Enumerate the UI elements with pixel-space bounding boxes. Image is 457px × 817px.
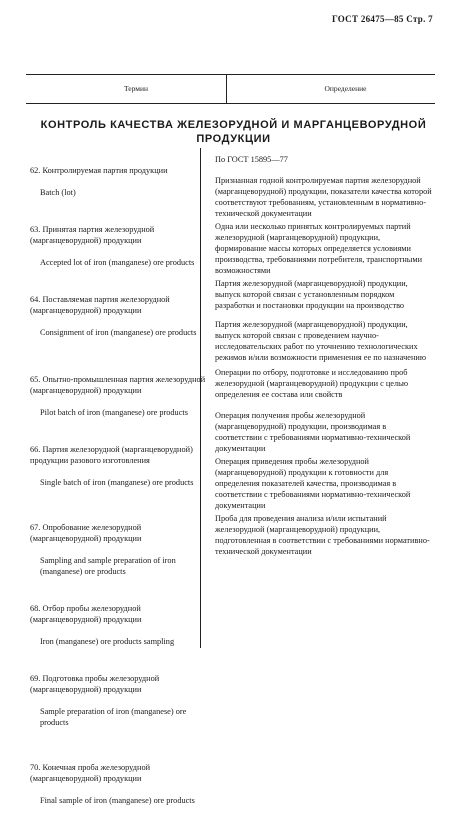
- term-en: Accepted lot of iron (manganese) ore products: [40, 258, 195, 267]
- definition: Партия железорудной (марганцеворудной) продукции, выпуск которой связан с проведением научно-исследовательских работ по уточнению технологических режимов и/или возможности применения ее по назначению: [215, 320, 427, 362]
- page-header: ГОСТ 26475—85 Стр. 7: [331, 14, 433, 24]
- term-en: Sampling and sample preparation of iron (manganese) ore products: [40, 556, 176, 576]
- definition: По ГОСТ 15895—77: [215, 155, 288, 164]
- table-header: [26, 74, 435, 104]
- definitions-column: [215, 154, 432, 557]
- definition: Операция приведения пробы железорудной (марганцеворудной) продукции к готовности для определения показателей качества, производимая в соответствии с требованиями нормативно-технической документации: [215, 457, 411, 510]
- term-ru: 62. Контролируемая партия продукции: [30, 166, 168, 175]
- definition: Партия железорудной (марганцеворудной) продукции, выпуск которой связан с установленным порядком разработки и постановки продукции на производство: [215, 279, 408, 310]
- definition: Проба для проведения анализа и/или испытаний железорудной (марганцеворудной) продукции, подготовленная в соответствии с требованиями нормативно-технической документации: [215, 514, 430, 556]
- term-entry: [30, 283, 210, 349]
- term-entry: [30, 662, 210, 739]
- term-en: Consignment of iron (manganese) ore products: [40, 328, 197, 337]
- term-en: Final sample of iron (manganese) ore products: [40, 796, 195, 805]
- header-divider: [226, 75, 227, 103]
- term-entry: [30, 511, 210, 588]
- section-title: КОНТРОЛЬ КАЧЕСТВА ЖЕЛЕЗОРУДНОЙ И МАРГАНЦЕВОРУДНОЙ ПРОДУКЦИИ: [40, 119, 427, 145]
- definition: Операция получения пробы железорудной (марганцеворудной) продукции, производимая в соответствии с требованиями нормативно-технической документации: [215, 411, 411, 453]
- term-ru: 65. Опытно-промышленная партия железорудной (марганцеворудной) продукции: [30, 375, 206, 395]
- term-en: Iron (manganese) ore products sampling: [40, 637, 175, 646]
- term-column-header: Термин: [123, 84, 149, 93]
- definition: Признанная годной контролируемая партия железорудной (марганцеворудной) продукции, показатели качества которой соответствуют требованиям, установленным в нормативно-технической документации: [215, 176, 432, 218]
- term-ru: 63. Принятая партия железорудной (марганцеворудной) продукции: [30, 225, 155, 245]
- term-ru: 69. Подготовка пробы железорудной (марганцеворудной) продукции: [30, 674, 160, 694]
- term-entry: [30, 154, 210, 209]
- term-en: Pilot batch of iron (manganese) ore products: [40, 408, 188, 417]
- term-en: Single batch of iron (manganese) ore products: [40, 478, 194, 487]
- term-en: Sample preparation of iron (manganese) ore products: [40, 707, 187, 727]
- term-entry: [30, 592, 210, 658]
- definition-column-header: Определение: [324, 84, 367, 93]
- term-ru: 64. Поставляемая партия железорудной (марганцеворудной) продукции: [30, 295, 170, 315]
- definition: Операции по отбору, подготовке и исследованию проб железорудной (марганцеворудной) продукции с целью определения ее состава или свойств: [215, 368, 409, 399]
- term-entry: [30, 433, 210, 499]
- term-ru: 68. Отбор пробы железорудной (марганцеворудной) продукции: [30, 604, 142, 624]
- term-ru: 70. Конечная проба железорудной (марганцеворудной) продукции: [30, 763, 151, 783]
- terms-column: [30, 154, 210, 817]
- term-entry: [30, 213, 210, 279]
- term-entry: [30, 363, 210, 429]
- term-ru: 67. Опробование железорудной (марганцеворудной) продукции: [30, 523, 142, 543]
- term-ru: 66. Партия железорудной (марганцеворудной) продукции разового изготовления: [30, 445, 193, 465]
- term-en: Batch (lot): [40, 188, 76, 197]
- definition: Одна или несколько принятых контролируемых партий железорудной (марганцеворудной) продукции, формирование массы которых определяется условиями производства, требованиями потребителя, транспортными возможностями: [215, 222, 423, 275]
- term-entry: [30, 751, 210, 817]
